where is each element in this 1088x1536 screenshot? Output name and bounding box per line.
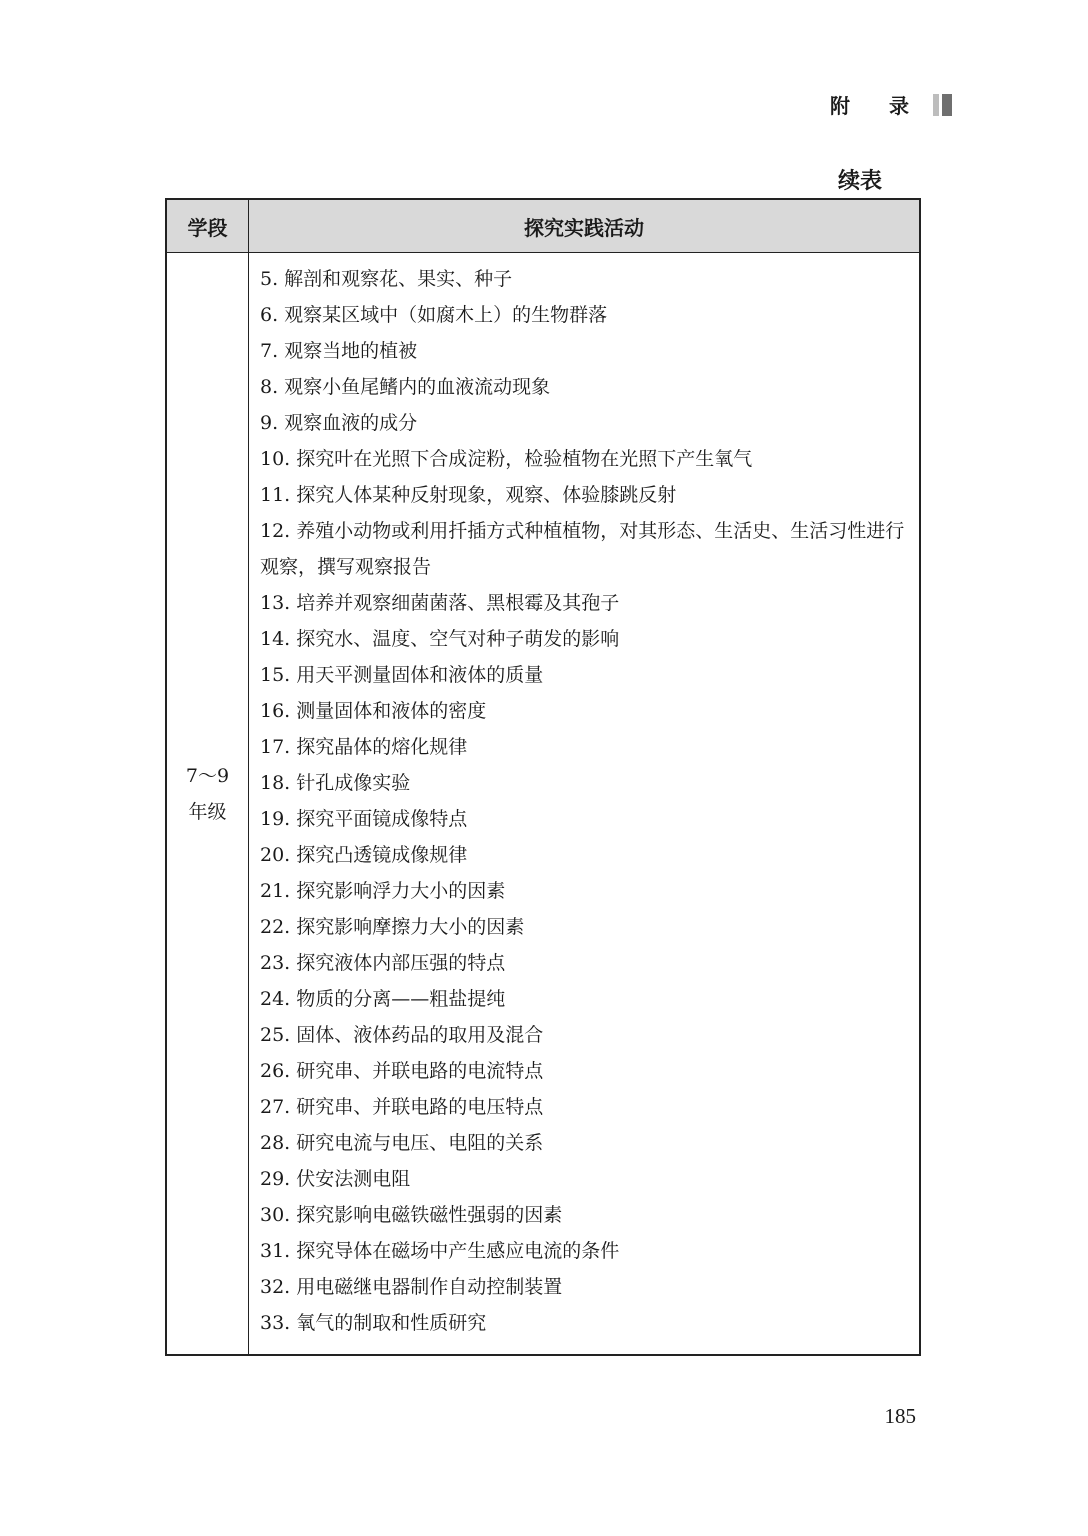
list-item: 18. 针孔成像实验 [260,772,411,794]
list-item: 24. 物质的分离——粗盐提纯 [260,988,506,1010]
list-item: 31. 探究导体在磁场中产生感应电流的条件 [260,1240,620,1262]
activities-cell [249,253,919,1354]
column-header-stage: 学段 [167,200,249,253]
column-header-activities: 探究实践活动 [249,200,919,253]
list-item: 14. 探究水、温度、空气对种子萌发的影响 [260,628,620,650]
list-item: 7. 观察当地的植被 [260,340,418,362]
list-item: 28. 研究电流与电压、电阻的关系 [260,1132,544,1154]
list-item: 12. 养殖小动物或利用扦插方式种植植物，对其形态、生活史、生活习性进行观察，撰写观察报告 [260,520,905,578]
list-item: 22. 探究影响摩擦力大小的因素 [260,916,525,938]
section-label: 附 录 [830,94,925,118]
list-item: 6. 观察某区域中（如腐木上）的生物群落 [260,304,608,326]
list-item: 32. 用电磁继电器制作自动控制装置 [260,1276,563,1298]
list-item: 10. 探究叶在光照下合成淀粉，检验植物在光照下产生氧气 [260,448,753,470]
list-item: 11. 探究人体某种反射现象，观察、体验膝跳反射 [260,484,677,506]
list-item: 33. 氧气的制取和性质研究 [260,1312,487,1334]
list-item: 30. 探究影响电磁铁磁性强弱的因素 [260,1204,563,1226]
list-item: 29. 伏安法测电阻 [260,1168,411,1190]
list-item: 5. 解剖和观察花、果实、种子 [260,268,513,290]
list-item: 13. 培养并观察细菌菌落、黑根霉及其孢子 [260,592,620,614]
stage-range: 7～9 [185,764,230,787]
activity-list [260,261,919,1341]
stage-unit: 年级 [188,800,227,823]
list-item: 20. 探究凸透镜成像规律 [260,844,468,866]
stage-cell [167,253,249,1354]
list-item: 15. 用天平测量固体和液体的质量 [260,664,544,686]
list-item: 27. 研究串、并联电路的电压特点 [260,1096,544,1118]
header-bar-dark [942,94,952,116]
list-item: 17. 探究晶体的熔化规律 [260,736,468,758]
page-number: 185 [884,1404,916,1428]
list-item: 23. 探究液体内部压强的特点 [260,952,506,974]
list-item: 9. 观察血液的成分 [260,412,418,434]
list-item: 21. 探究影响浮力大小的因素 [260,880,506,902]
list-item: 16. 测量固体和液体的密度 [260,700,487,722]
list-item: 26. 研究串、并联电路的电流特点 [260,1060,544,1082]
running-header [830,90,952,119]
header-bar-light [933,94,939,116]
header-bar-decoration [933,94,952,116]
activities-table [165,198,921,1356]
list-item: 25. 固体、液体药品的取用及混合 [260,1024,544,1046]
continued-table-label: 续表 [837,169,882,194]
list-item: 19. 探究平面镜成像特点 [260,808,468,830]
list-item: 8. 观察小鱼尾鳍内的血液流动现象 [260,376,551,398]
